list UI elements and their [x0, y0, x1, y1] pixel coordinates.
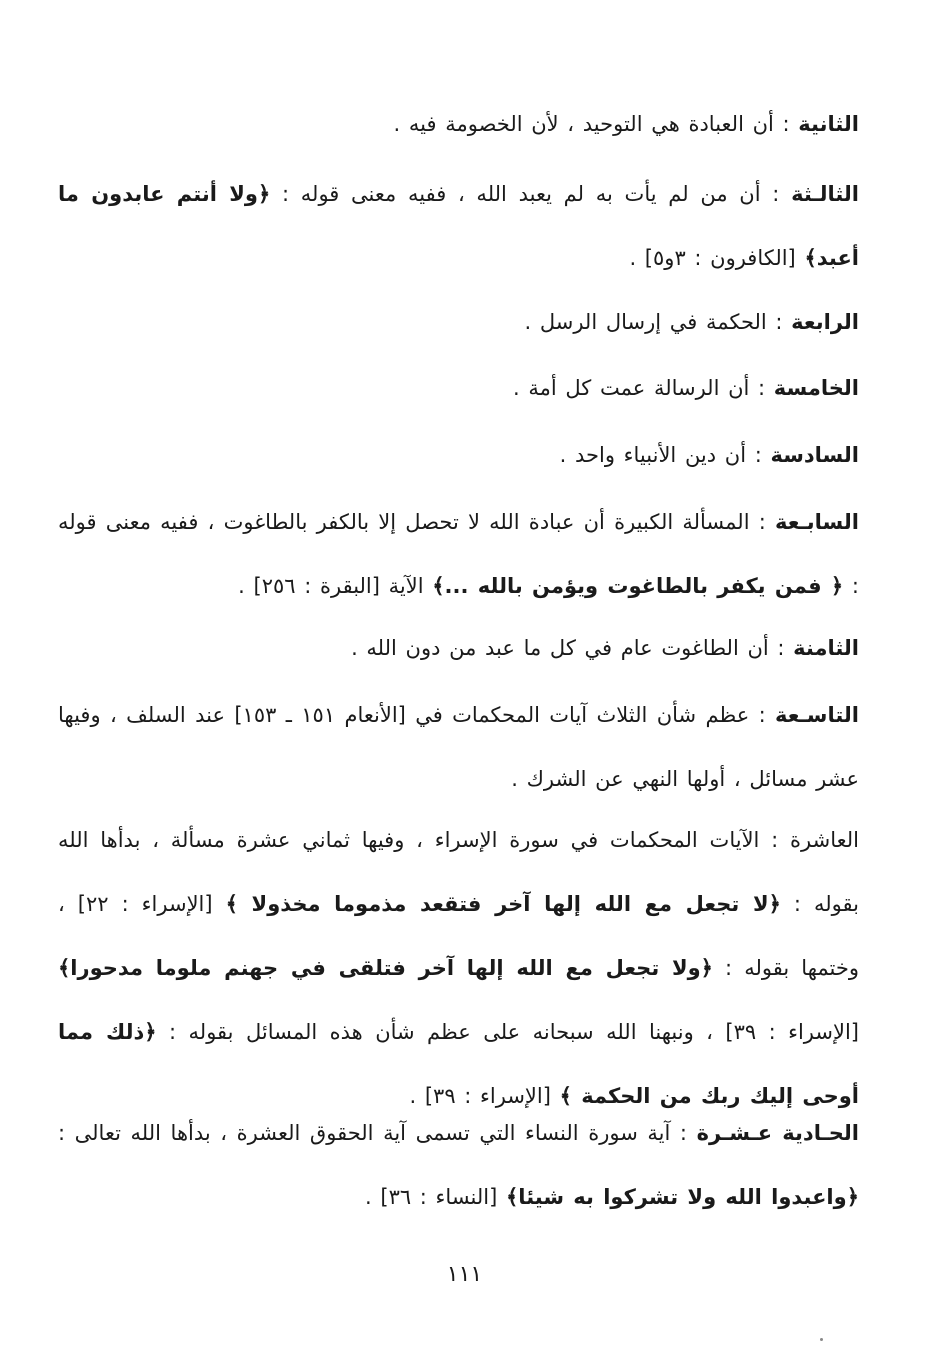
issue-text: : عظم شأن الثلاث آيات المحكمات في [الأنعام ١٥١ ـ ١٥٣] عند السلف ، وفيها عشر مسائل ، أولها النهي عن الشرك . [58, 703, 859, 791]
issue-10 [58, 808, 859, 1128]
quran-quote: ﴿ولا تجعل مع الله إلها آخر فتلقى في جهنم ملوما مدحورا﴾ [58, 956, 713, 980]
quran-quote: ﴿لا تجعل مع الله إلها آخر فتقعد مذموما مخذولا ﴾ [225, 892, 781, 916]
quran-quote: ﴿ولا أنتم عابدون ما أعبد﴾ [58, 182, 859, 270]
issue-label: السادسة [770, 443, 859, 467]
issue-9 [58, 683, 859, 811]
issue-5 [58, 356, 859, 420]
issue-label: العاشرة [790, 828, 859, 852]
issue-label: التاسـعة [775, 703, 859, 727]
issue-text: : أن الرسالة عمت كل أمة . [513, 376, 774, 400]
issue-text: : الحكمة في إرسال الرسل . [524, 310, 792, 334]
page-number: ١١١ [446, 1262, 483, 1287]
quran-reference: [الإسراء : ٣٩] ، ونبهنا الله سبحانه على عظم شأن هذه المسائل بقوله : [156, 1020, 859, 1044]
issue-4 [58, 290, 859, 354]
issue-text: : أن من لم يأت به لم يعبد الله ، ففيه معنى قوله : [270, 182, 792, 206]
issue-2 [58, 92, 859, 156]
issue-8 [58, 616, 859, 680]
issue-text: : أن دين الأنبياء واحد . [559, 443, 771, 467]
issue-text: : المسألة الكبيرة أن عبادة الله لا تحصل إلا بالكفر بالطاغوت ، ففيه معنى قوله : [58, 510, 859, 598]
issue-6 [58, 423, 859, 487]
issue-11 [58, 1101, 859, 1229]
issue-label: السابـعة [775, 510, 859, 534]
issue-text: : أن الطاغوت عام في كل ما عبد من دون الله . [351, 636, 794, 660]
issue-7 [58, 490, 859, 618]
quran-quote: ﴿واعبدوا الله ولا تشركوا به شيئا﴾ [506, 1185, 859, 1209]
issue-3 [58, 162, 859, 290]
quran-reference: [الكافرون : ٣و٥] . [629, 246, 805, 270]
issue-label: الخامسة [773, 376, 859, 400]
quran-quote: ﴿ذلك مما أوحى إليك ربك من الحكمة ﴾ [58, 1020, 859, 1108]
quran-reference: [النساء : ٣٦] . [365, 1185, 506, 1209]
issue-label: الثانية [798, 112, 859, 136]
scan-speck [820, 1338, 823, 1341]
issue-label: الرابعة [791, 310, 859, 334]
quran-reference: [الإسراء : ٣٩] . [409, 1084, 560, 1108]
quran-reference: [الإسراء : ٢٢] ، وختمها بقوله : [58, 892, 859, 980]
issue-text: : آية سورة النساء التي تسمى آية الحقوق العشرة ، بدأها الله تعالى : [58, 1121, 697, 1145]
issue-text: : أن العبادة هي التوحيد ، لأن الخصومة فيه . [393, 112, 799, 136]
issue-label: الحـادية عـشـرة [696, 1121, 859, 1145]
issue-text: : الآيات المحكمات في سورة الإسراء ، وفيها ثماني عشرة مسألة ، بدأها الله بقوله : [58, 828, 859, 916]
issue-label: الثالـثة [791, 182, 859, 206]
quran-quote: ﴿ فمن يكفر بالطاغوت ويؤمن بالله ...﴾ [432, 574, 844, 598]
quran-reference: الآية [البقرة : ٢٥٦] . [238, 574, 433, 598]
issue-label: الثامنة [793, 636, 859, 660]
